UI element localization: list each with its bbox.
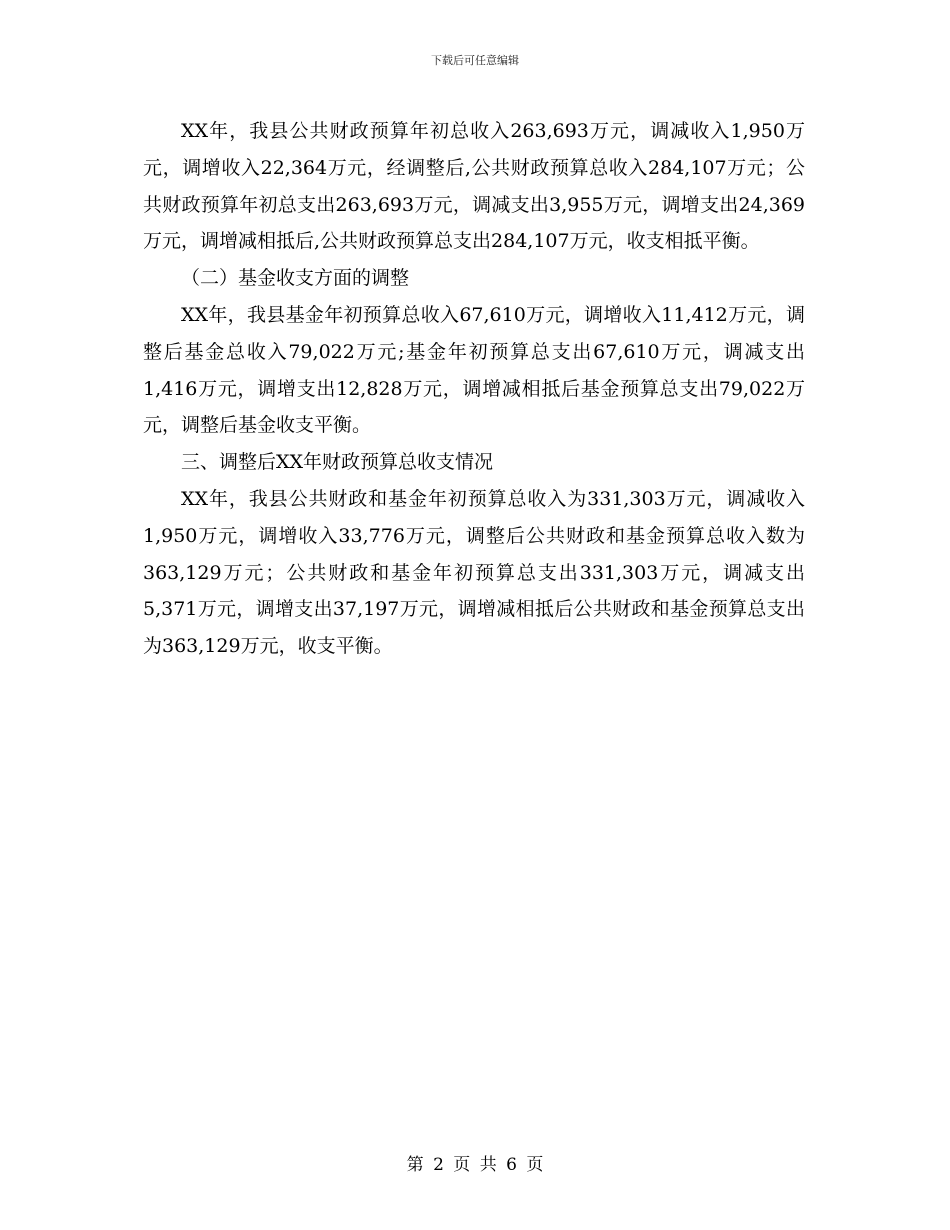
document-body: [143, 113, 805, 665]
section-heading-fund-adjustment: （二）基金收支方面的调整: [181, 267, 410, 290]
paragraph-total-budget: XX年，我县公共财政和基金年初预算总收入为331,303万元，调减收入1,950万元，调增收入33,776万元，调整后公共财政和基金预算总收入数为363,129万元；公共财政和基金年初预算总支出331,303万元，调减支出5,371万元，调增支出37,197万元，调增减相抵后公共财政和基金预算总支出为363,129万元，收支平衡。: [143, 487, 805, 658]
section-heading-total-budget: 三、调整后XX年财政预算总收支情况: [181, 451, 494, 474]
page-header: 下载后可任意编辑: [431, 54, 519, 67]
page-number: 第 2 页 共 6 页: [406, 1155, 544, 1175]
paragraph-fund-adjustment: XX年，我县基金年初预算总收入67,610万元，调增收入11,412万元，调整后基金总收入79,022万元;基金年初预算总支出67,610万元，调减支出1,416万元，调增支出12,828万元，调增减相抵后基金预算总支出79,022万元，调整后基金收支平衡。: [143, 303, 805, 437]
paragraph-public-finance-adjustment: XX年，我县公共财政预算年初总收入263,693万元，调减收入1,950万元，调增收入22,364万元，经调整后,公共财政预算总收入284,107万元；公共财政预算年初总支出263,693万元，调减支出3,955万元，调增支出24,369万元，调增减相抵后,公共财政预算总支出284,107万元，收支相抵平衡。: [143, 120, 805, 253]
